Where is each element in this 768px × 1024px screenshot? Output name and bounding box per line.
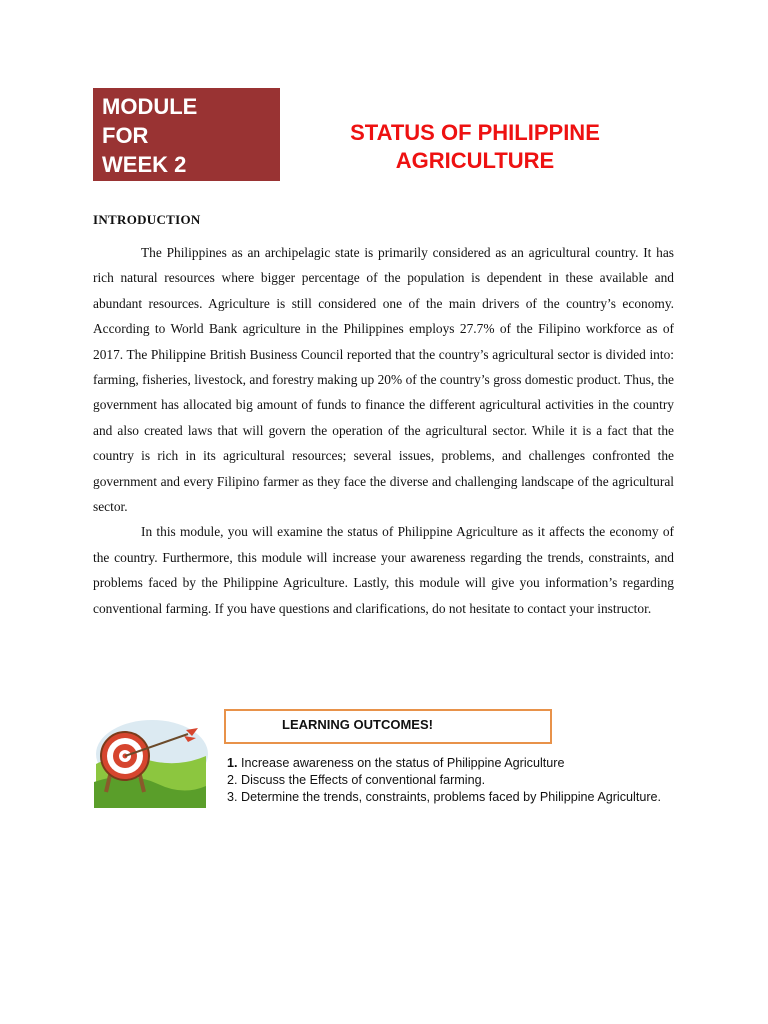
module-label-line: WEEK 2	[102, 152, 187, 177]
list-item	[227, 789, 661, 806]
learning-outcomes-box	[224, 709, 552, 744]
list-item	[227, 755, 661, 772]
introduction-paragraph: The Philippines as an archipelagic state is primarily considered as an agricultural country. It has rich natural resources where bigger percentage of the population is dependent in these available and abundant resources. Agriculture is still considered one of the main drivers of the country’s economy. According to World Bank agriculture in the Philippines employs 27.7% of the Filipino workforce as of 2017. The Philippine British Business Council reported that the country’s agricultural sector is divided into: farming, fisheries, livestock, and forestry making up 20% of the country’s gross domestic product. Thus, the government has allocated big amount of funds to finance the different agricultural activities in the country and also created laws that will govern the operation of the agricultural sector. While it is a fact that the country is rich in its agricultural resources; several issues, problems, and challenges confronted the government and every Filipino farmer as they face the diverse and challenging landscape of the agricultural sector.	[93, 245, 674, 515]
module-week-box	[93, 88, 280, 181]
introduction-paragraph: In this module, you will examine the status of Philippine Agriculture as it affects the economy of the country. Furthermore, this module will increase your awareness regarding the trends, constraints, and problems faced by the Philippine Agriculture. Lastly, this module will give you information’s regarding conventional farming. If you have questions and clarifications, do not hesitate to contact your instructor.	[93, 524, 674, 616]
title-line: STATUS OF PHILIPPINE	[350, 120, 600, 145]
learning-outcomes-heading: LEARNING OUTCOMES!	[282, 717, 433, 732]
list-item-text: Increase awareness on the status of Philippine Agriculture	[237, 756, 565, 770]
list-item-text: Determine the trends, constraints, problems faced by Philippine Agriculture.	[237, 790, 662, 804]
introduction-heading: INTRODUCTION	[93, 212, 201, 227]
list-item-number: 1.	[227, 756, 238, 770]
list-item	[227, 772, 661, 789]
title-line: AGRICULTURE	[395, 148, 555, 173]
introduction-body	[93, 240, 674, 621]
list-item-text: Discuss the Effects of conventional farming.	[237, 773, 486, 787]
module-label-line: MODULE	[102, 94, 198, 119]
module-label-line: FOR	[102, 123, 149, 148]
archery-target-with-arrow-icon	[88, 712, 208, 808]
page-title	[300, 119, 650, 175]
list-item-number: 3.	[227, 790, 238, 804]
learning-outcomes-list	[227, 755, 661, 806]
list-item-number: 2.	[227, 773, 238, 787]
